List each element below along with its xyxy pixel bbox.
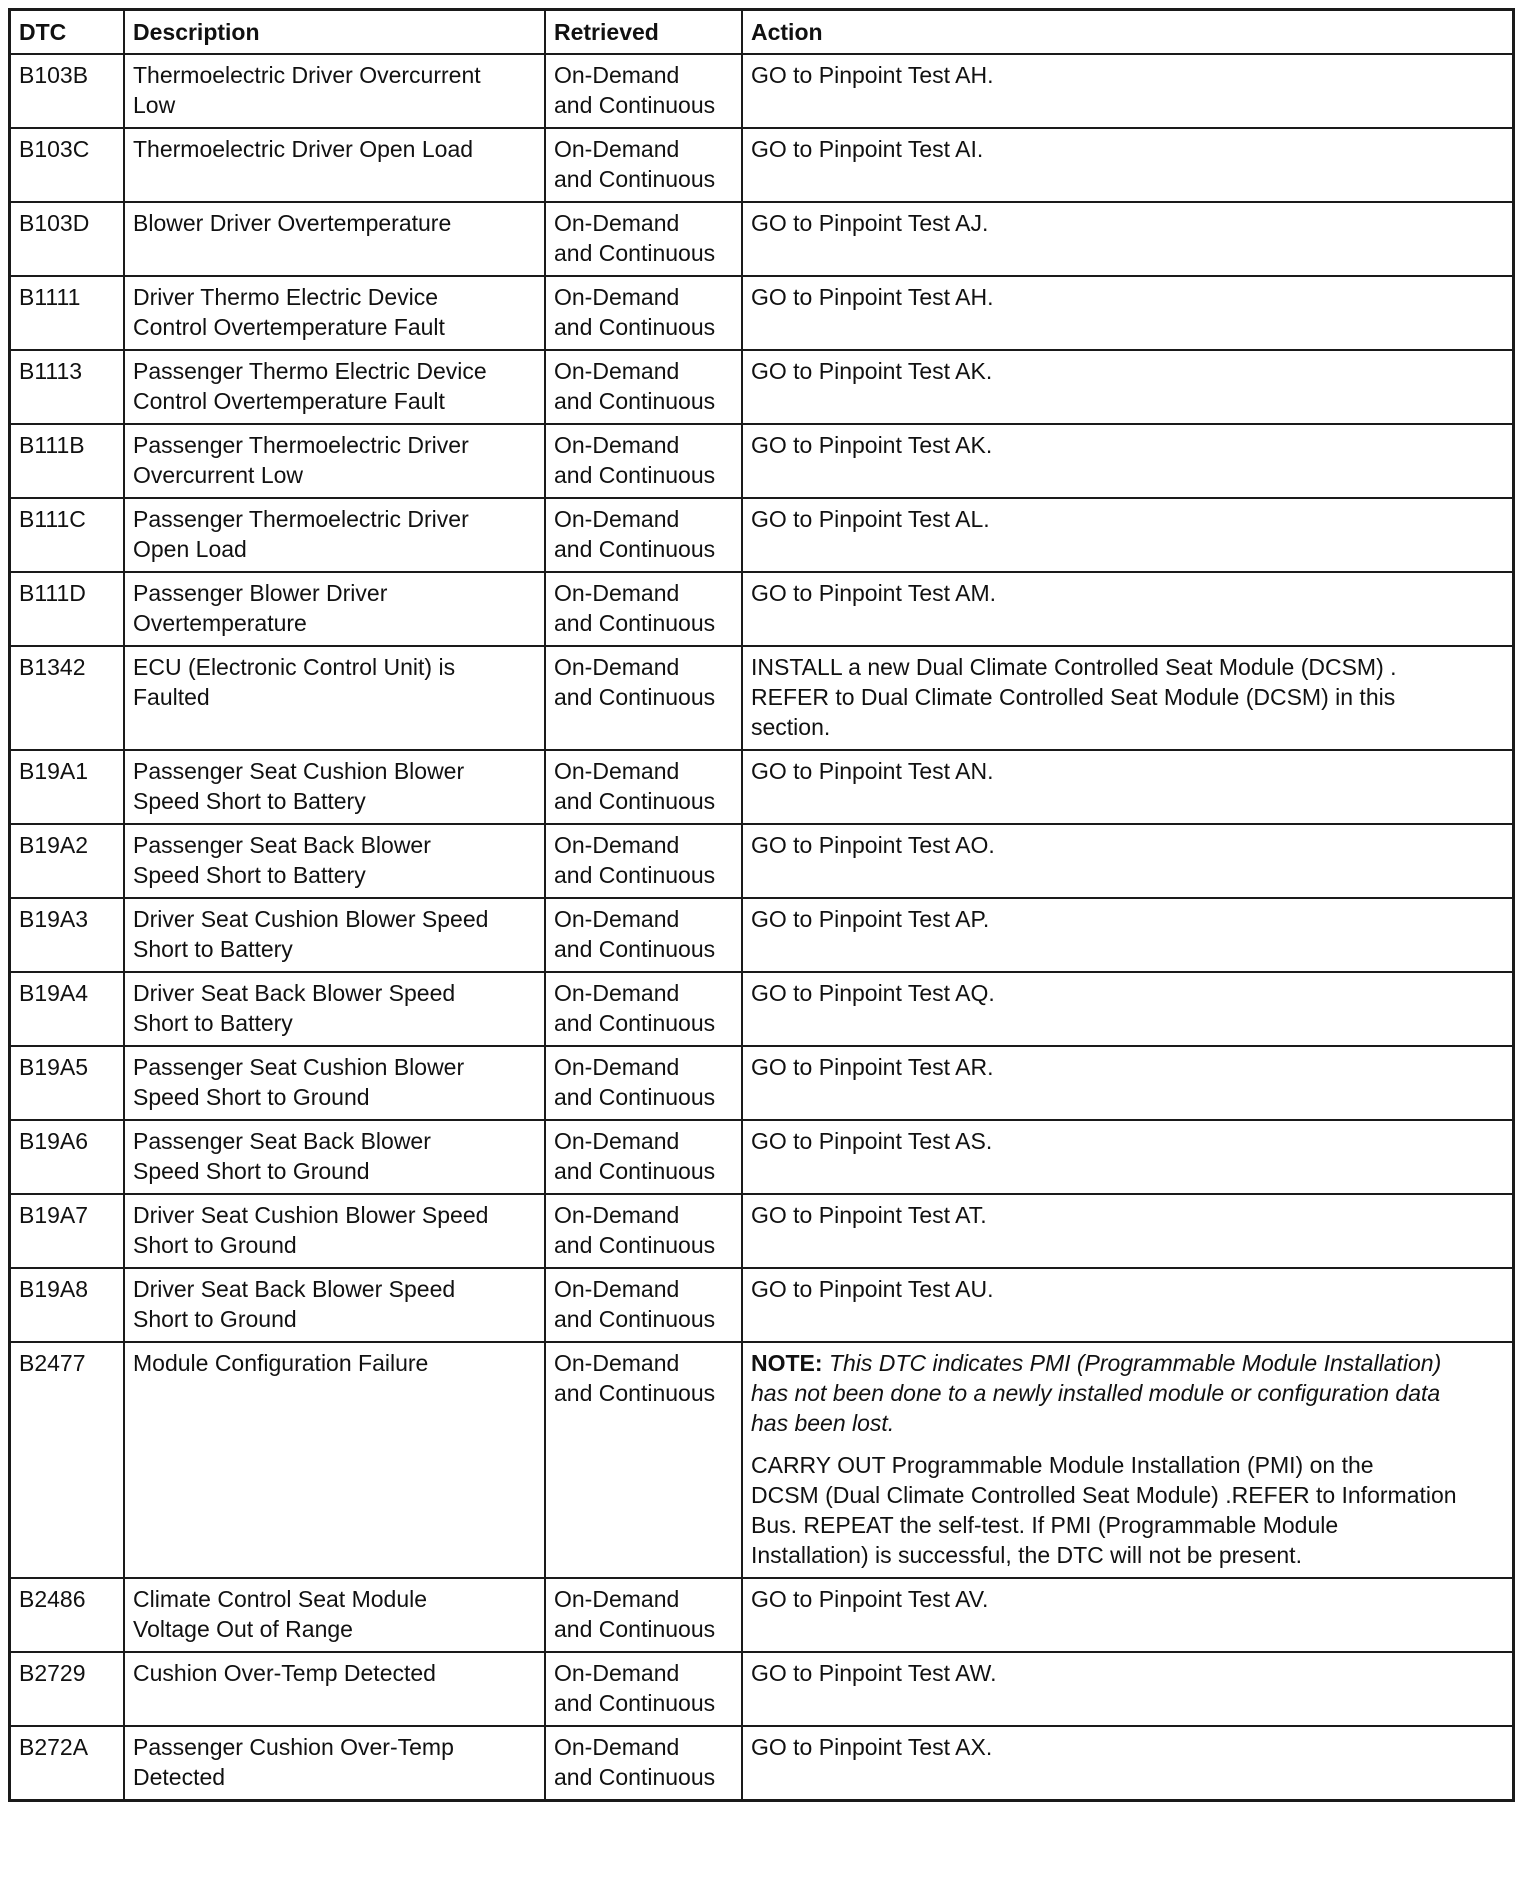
table-row [10, 350, 1514, 424]
description-cell: Passenger Thermo Electric Device Control Overtemperature Fault [124, 350, 545, 424]
table-row [10, 572, 1514, 646]
retrieved-cell: On-Demand and Continuous [545, 276, 742, 350]
note-label: NOTE: [751, 1350, 823, 1376]
retrieved-cell: On-Demand and Continuous [545, 1342, 742, 1578]
action-text: CARRY OUT Programmable Module Installation (PMI) on the DCSM (Dual Climate Controlled Seat Module) .REFER to Information Bus. REPEAT the self-test. If PMI (Programmable Module Installation) is successful, the DTC will not be present. [751, 1452, 1457, 1568]
action-cell: GO to Pinpoint Test AK. [742, 424, 1514, 498]
dtc-code-cell: B272A [10, 1726, 125, 1801]
action-cell: GO to Pinpoint Test AH. [742, 54, 1514, 128]
retrieved-cell: On-Demand and Continuous [545, 646, 742, 750]
description-cell: Passenger Thermoelectric Driver Overcurrent Low [124, 424, 545, 498]
retrieved-cell: On-Demand and Continuous [545, 1120, 742, 1194]
action-cell: GO to Pinpoint Test AQ. [742, 972, 1514, 1046]
table-row [10, 972, 1514, 1046]
retrieved-cell: On-Demand and Continuous [545, 202, 742, 276]
dtc-code-cell: B2729 [10, 1652, 125, 1726]
action-cell: GO to Pinpoint Test AS. [742, 1120, 1514, 1194]
table-row [10, 1342, 1514, 1578]
dtc-code-cell: B1113 [10, 350, 125, 424]
description-cell: Thermoelectric Driver Overcurrent Low [124, 54, 545, 128]
table-row [10, 424, 1514, 498]
action-cell: INSTALL a new Dual Climate Controlled Seat Module (DCSM) . REFER to Dual Climate Controlled Seat Module (DCSM) in this section. [742, 646, 1514, 750]
dtc-code-cell: B19A8 [10, 1268, 125, 1342]
note-block [751, 1348, 1504, 1438]
description-cell: Driver Seat Back Blower Speed Short to Ground [124, 1268, 545, 1342]
retrieved-cell: On-Demand and Continuous [545, 572, 742, 646]
description-cell: Passenger Seat Cushion Blower Speed Short to Battery [124, 750, 545, 824]
description-cell: Driver Seat Cushion Blower Speed Short to Ground [124, 1194, 545, 1268]
dtc-code-cell: B19A4 [10, 972, 125, 1046]
dtc-code-cell: B19A5 [10, 1046, 125, 1120]
table-row [10, 202, 1514, 276]
action-cell: GO to Pinpoint Test AU. [742, 1268, 1514, 1342]
action-cell: GO to Pinpoint Test AM. [742, 572, 1514, 646]
header-description: Description [124, 10, 545, 55]
retrieved-cell: On-Demand and Continuous [545, 972, 742, 1046]
action-cell: GO to Pinpoint Test AI. [742, 128, 1514, 202]
table-row [10, 1120, 1514, 1194]
table-row [10, 646, 1514, 750]
description-cell: Thermoelectric Driver Open Load [124, 128, 545, 202]
description-cell: Passenger Seat Back Blower Speed Short to Battery [124, 824, 545, 898]
table-row [10, 824, 1514, 898]
retrieved-cell: On-Demand and Continuous [545, 1268, 742, 1342]
table-row [10, 1046, 1514, 1120]
table-row [10, 1268, 1514, 1342]
dtc-code-cell: B19A3 [10, 898, 125, 972]
table-row [10, 128, 1514, 202]
description-cell: Cushion Over-Temp Detected [124, 1652, 545, 1726]
retrieved-cell: On-Demand and Continuous [545, 1652, 742, 1726]
retrieved-cell: On-Demand and Continuous [545, 1194, 742, 1268]
action-cell: GO to Pinpoint Test AT. [742, 1194, 1514, 1268]
retrieved-cell: On-Demand and Continuous [545, 898, 742, 972]
dtc-code-cell: B103C [10, 128, 125, 202]
dtc-code-cell: B111C [10, 498, 125, 572]
dtc-code-cell: B19A2 [10, 824, 125, 898]
action-cell: GO to Pinpoint Test AL. [742, 498, 1514, 572]
description-cell: Climate Control Seat Module Voltage Out of Range [124, 1578, 545, 1652]
dtc-table [8, 8, 1515, 1802]
action-cell: GO to Pinpoint Test AV. [742, 1578, 1514, 1652]
retrieved-cell: On-Demand and Continuous [545, 1726, 742, 1801]
description-cell: Passenger Seat Back Blower Speed Short to Ground [124, 1120, 545, 1194]
action-cell: GO to Pinpoint Test AX. [742, 1726, 1514, 1801]
action-cell: GO to Pinpoint Test AJ. [742, 202, 1514, 276]
dtc-code-cell: B111D [10, 572, 125, 646]
description-cell: Passenger Thermoelectric Driver Open Load [124, 498, 545, 572]
description-cell: Blower Driver Overtemperature [124, 202, 545, 276]
retrieved-cell: On-Demand and Continuous [545, 54, 742, 128]
description-cell: Driver Seat Cushion Blower Speed Short to Battery [124, 898, 545, 972]
action-cell: GO to Pinpoint Test AH. [742, 276, 1514, 350]
dtc-code-cell: B2486 [10, 1578, 125, 1652]
table-row [10, 1194, 1514, 1268]
header-action: Action [742, 10, 1514, 55]
action-cell: GO to Pinpoint Test AN. [742, 750, 1514, 824]
header-dtc: DTC [10, 10, 125, 55]
dtc-code-cell: B1342 [10, 646, 125, 750]
table-row [10, 750, 1514, 824]
description-cell: Module Configuration Failure [124, 1342, 545, 1578]
retrieved-cell: On-Demand and Continuous [545, 1046, 742, 1120]
retrieved-cell: On-Demand and Continuous [545, 350, 742, 424]
header-retrieved: Retrieved [545, 10, 742, 55]
action-cell: GO to Pinpoint Test AK. [742, 350, 1514, 424]
description-cell: Driver Seat Back Blower Speed Short to Battery [124, 972, 545, 1046]
action-cell: GO to Pinpoint Test AW. [742, 1652, 1514, 1726]
description-cell: Passenger Blower Driver Overtemperature [124, 572, 545, 646]
table-row [10, 276, 1514, 350]
dtc-code-cell: B19A7 [10, 1194, 125, 1268]
header-row [10, 10, 1514, 55]
note-text: This DTC indicates PMI (Programmable Module Installation) has not been done to a newly installed module or configuration data has been lost. [751, 1350, 1442, 1436]
description-cell: Driver Thermo Electric Device Control Overtemperature Fault [124, 276, 545, 350]
action-cell: GO to Pinpoint Test AO. [742, 824, 1514, 898]
dtc-code-cell: B19A1 [10, 750, 125, 824]
action-cell: GO to Pinpoint Test AR. [742, 1046, 1514, 1120]
table-row [10, 1652, 1514, 1726]
description-cell: Passenger Cushion Over-Temp Detected [124, 1726, 545, 1801]
table-row [10, 498, 1514, 572]
dtc-code-cell: B1111 [10, 276, 125, 350]
table-row [10, 1726, 1514, 1801]
table-row [10, 1578, 1514, 1652]
retrieved-cell: On-Demand and Continuous [545, 128, 742, 202]
table-row [10, 898, 1514, 972]
dtc-code-cell: B111B [10, 424, 125, 498]
retrieved-cell: On-Demand and Continuous [545, 750, 742, 824]
dtc-code-cell: B2477 [10, 1342, 125, 1578]
action-cell [742, 1342, 1514, 1578]
description-cell: Passenger Seat Cushion Blower Speed Short to Ground [124, 1046, 545, 1120]
dtc-code-cell: B103D [10, 202, 125, 276]
dtc-code-cell: B19A6 [10, 1120, 125, 1194]
action-cell: GO to Pinpoint Test AP. [742, 898, 1514, 972]
description-cell: ECU (Electronic Control Unit) is Faulted [124, 646, 545, 750]
retrieved-cell: On-Demand and Continuous [545, 498, 742, 572]
retrieved-cell: On-Demand and Continuous [545, 1578, 742, 1652]
retrieved-cell: On-Demand and Continuous [545, 824, 742, 898]
retrieved-cell: On-Demand and Continuous [545, 424, 742, 498]
dtc-code-cell: B103B [10, 54, 125, 128]
table-row [10, 54, 1514, 128]
